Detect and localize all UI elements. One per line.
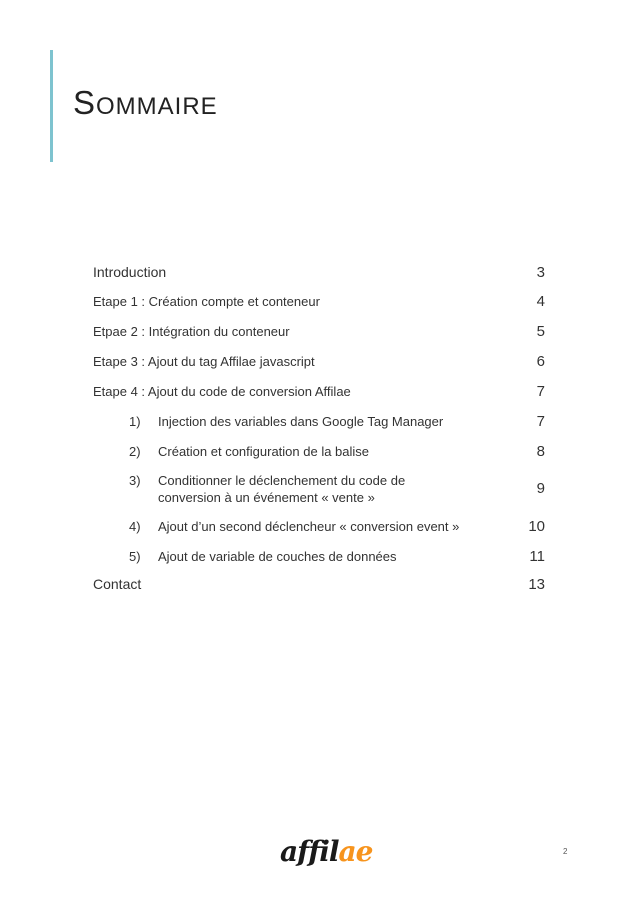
logo-text-dark: affil xyxy=(280,835,339,868)
accent-bar xyxy=(50,50,53,162)
toc-subentry-3[interactable] xyxy=(93,466,545,511)
logo-text-orange: ae xyxy=(338,835,373,868)
toc-entry-label: Etape 3 : Ajout du tag Affilae javascript xyxy=(93,353,315,369)
table-of-contents xyxy=(93,258,545,597)
page-title-rest: OMMAIRE xyxy=(96,93,218,120)
page-title xyxy=(73,86,218,119)
toc-subentry-label: Création et configuration de la balise xyxy=(158,443,370,459)
toc-entry-label: Contact xyxy=(93,575,142,592)
toc-entry-label: Introduction xyxy=(93,263,167,280)
toc-entry-label: Etape 1 : Création compte et conteneur xyxy=(93,293,320,309)
toc-subentry-2[interactable] xyxy=(93,436,545,466)
toc-subentry-label: Ajout d’un second déclencheur « conversion event » xyxy=(158,518,460,534)
toc-entry-step-2[interactable] xyxy=(93,316,545,346)
toc-entry-page: 8 xyxy=(536,442,545,460)
toc-subentry-label: Ajout de variable de couches de données xyxy=(158,548,397,564)
toc-subentry-label-line-2: conversion à un événement « vente » xyxy=(158,489,375,505)
toc-entry-page: 4 xyxy=(536,292,545,310)
toc-entry-page: 10 xyxy=(528,517,545,535)
toc-subentry-number: 2) xyxy=(129,443,141,459)
toc-subentry-number: 5) xyxy=(129,548,141,564)
toc-subentry-number: 3) xyxy=(129,472,141,488)
toc-entry-label: Etape 4 : Ajout du code de conversion Affilae xyxy=(93,383,351,399)
toc-entry-page: 5 xyxy=(536,322,545,340)
toc-entry-contact[interactable] xyxy=(93,571,545,597)
toc-subentry-label: Injection des variables dans Google Tag Manager xyxy=(158,413,444,429)
toc-entry-label: Etpae 2 : Intégration du conteneur xyxy=(93,323,290,339)
toc-entry-page: 6 xyxy=(536,352,545,370)
page-number: 2 xyxy=(563,847,568,856)
toc-entry-page: 7 xyxy=(536,412,545,430)
toc-entry-step-1[interactable] xyxy=(93,286,545,316)
toc-entry-introduction[interactable] xyxy=(93,258,545,286)
toc-subentry-4[interactable] xyxy=(93,511,545,541)
toc-subentry-5[interactable] xyxy=(93,541,545,571)
affilae-logo xyxy=(280,835,373,868)
toc-subentry-1[interactable] xyxy=(93,406,545,436)
toc-subentry-number: 4) xyxy=(129,518,141,534)
toc-entry-page: 11 xyxy=(529,547,545,565)
toc-entry-page: 3 xyxy=(536,263,545,281)
toc-entry-page: 13 xyxy=(528,575,545,593)
toc-subentry-number: 1) xyxy=(129,413,141,429)
toc-entry-page: 9 xyxy=(536,480,545,497)
page-title-initial: S xyxy=(73,84,97,121)
toc-entry-step-3[interactable] xyxy=(93,346,545,376)
toc-entry-page: 7 xyxy=(536,382,545,400)
toc-subentry-label-line-1: Conditionner le déclenchement du code de xyxy=(158,472,406,488)
toc-entry-step-4[interactable] xyxy=(93,376,545,406)
